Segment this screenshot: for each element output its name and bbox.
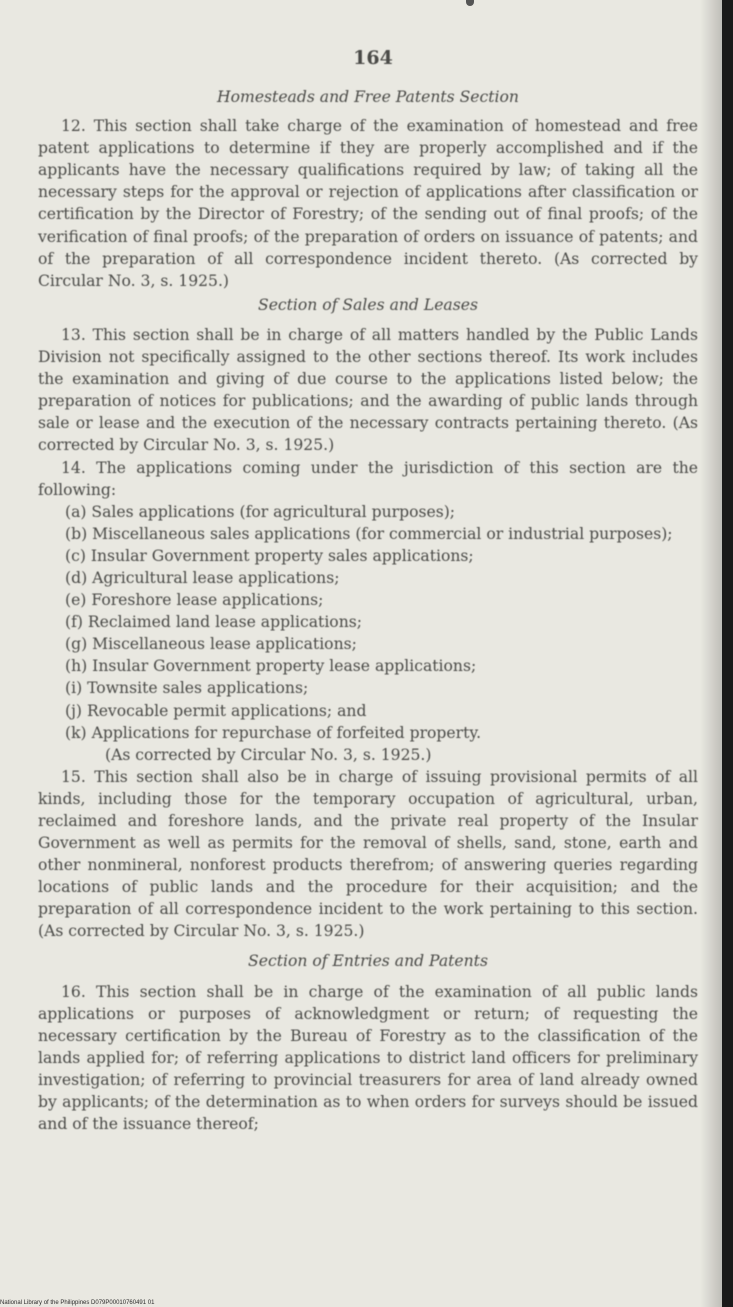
list-item: (f) Reclaimed land lease applications; (65, 613, 362, 632)
correction-note: (As corrected by Circular No. 3, s. 1925.) (105, 745, 432, 764)
page-content (38, 44, 698, 1135)
list-item: (e) Foreshore lease applications; (65, 591, 324, 610)
paragraph-14-intro: 14. The applications coming under the jurisdiction of this section are the following: (38, 458, 698, 499)
paragraph-16: 16. This section shall be in charge of the examination of all public lands applications or purposes of acknowledgment or return; of requesting the necessary certification by the Bureau of Forestry as to the classification of the lands applied for; of referring applications to district land officers for preliminary investigation; of referring to provincial treasurers for area of land already owned by applicants; of the determination as to when orders for surveys should be issued and of the issuance thereof; (38, 982, 698, 1134)
applications-list (38, 501, 698, 744)
list-item: (k) Applications for repurchase of forfeited property. (65, 723, 482, 742)
list-item: (h) Insular Government property lease applications; (65, 657, 477, 676)
list-item: (i) Townsite sales applications; (65, 679, 309, 698)
binding-mark (466, 0, 474, 6)
list-item: (b) Miscellaneous sales applications (for commercial or industrial purposes); (65, 524, 673, 543)
paragraph-12: 12. This section shall take charge of the examination of homestead and free patent applications to determine if they are properly accomplished and if the applicants have the necessary qualifications required by law; of taking all the necessary steps for the approval or rejection of applications after classification or certification by the Director of Forestry; of the sending out of final proofs; of the verification of final proofs; of the preparation of orders on issuance of patents; and of the preparation of all correspondence incident thereto. (As corrected by Circular No. 3, s. 1925.) (38, 117, 698, 290)
paragraph-15: 15. This section shall also be in charge of issuing provisional permits of all kinds, including those for the temporary occupation of agricultural, urban, reclaimed and foreshore lands, and the private real property of the Insular Government as well as permits for the removal of shells, sand, stone, earth and other nonmineral, nonforest products therefrom; of answering queries regarding locations of public lands and the procedure for their acquisition; and the preparation of all correspondence incident to the work pertaining to this section. (As corrected by Circular No. 3, s. 1925.) (38, 767, 698, 941)
scan-footer: National Library of the Philippines D079P00010760491 01 (0, 1299, 158, 1307)
list-item: (g) Miscellaneous lease applications; (65, 635, 357, 654)
list-item: (a) Sales applications (for agricultural purposes); (65, 502, 456, 521)
section-heading-sales-leases: Section of Sales and Leases (258, 295, 478, 314)
page-number: 164 (353, 47, 393, 69)
list-item: (c) Insular Government property sales applications; (65, 546, 474, 565)
paragraph-13: 13. This section shall be in charge of all matters handled by the Public Lands Division not specifically assigned to the other sections thereof. Its work includes the examination and giving of due course to the applications listed below; the preparation of notices for publications; and the awarding of public lands through sale or lease and the execution of the necessary contracts pertaining thereto. (As corrected by Circular No. 3, s. 1925.) (38, 325, 698, 455)
list-item: (d) Agricultural lease applications; (65, 568, 340, 587)
list-item: (j) Revocable permit applications; and (65, 701, 367, 720)
page-edge-shadow (700, 0, 722, 1307)
section-heading-entries-patents: Section of Entries and Patents (248, 951, 488, 970)
section-heading-homesteads: Homesteads and Free Patents Section (217, 88, 519, 106)
